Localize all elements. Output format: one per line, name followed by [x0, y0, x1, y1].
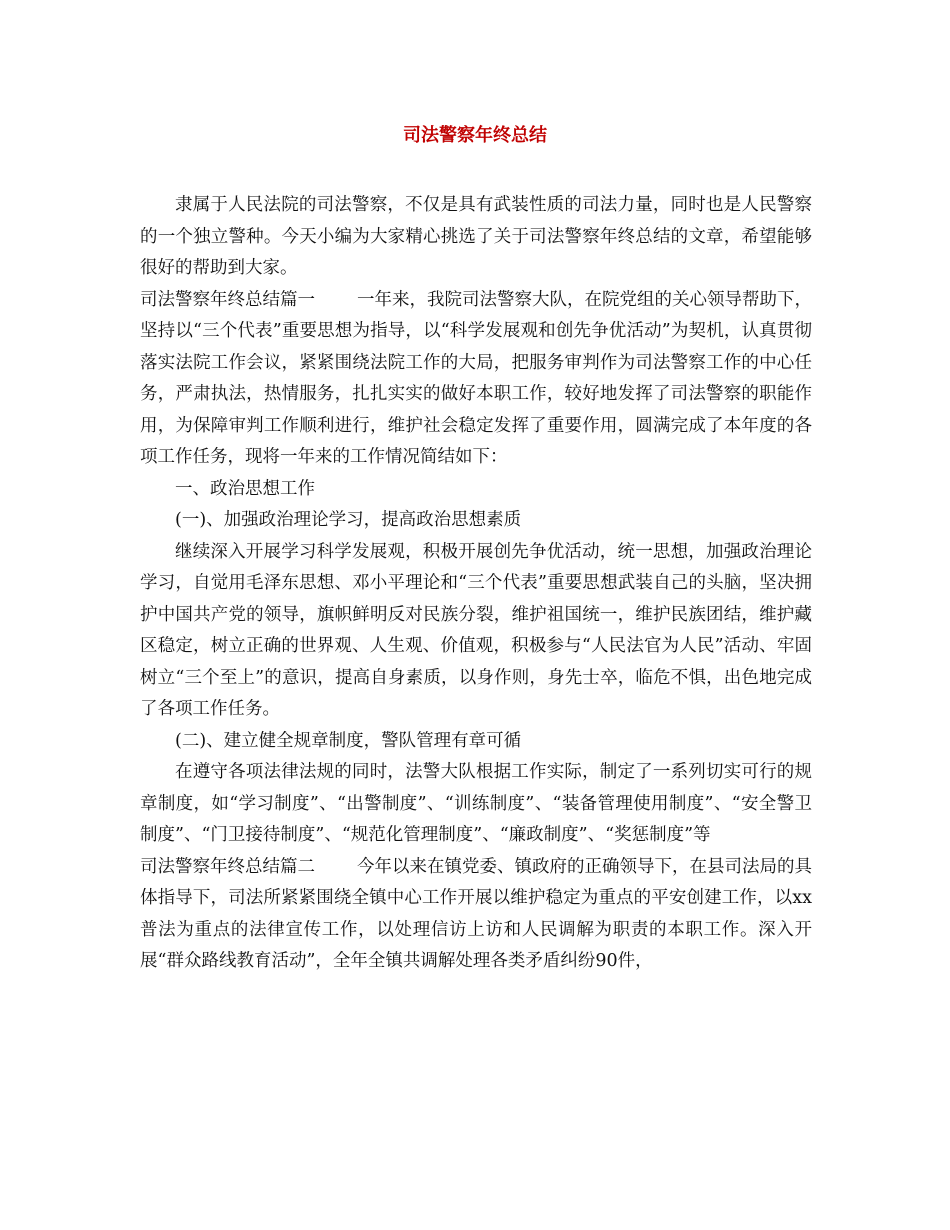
document-body [140, 190, 812, 978]
article-two-paragraph [140, 852, 812, 978]
page-title: 司法警察年终总结 [403, 125, 547, 146]
article-one-heading: 司法警察年终总结篇一 [140, 289, 315, 310]
subsection-rules-paragraph: 在遵守各项法律法规的同时，法警大队根据工作实际，制定了一系列切实可行的规章制度，如“学习制度”、“出警制度”、“训练制度”、“装备管理使用制度”、“安全警卫制度”、“门卫接待制度”、“规范化管理制度”、“廉政制度”、“奖惩制度”等 [140, 762, 812, 845]
article-two-text: 今年以来在镇党委、镇政府的正确领导下，在县司法局的具体指导下，司法所紧紧围绕全镇中心工作开展以维护稳定为重点的平安创建工作，以xx普法为重点的法律宣传工作，以处理信访上访和人民调解为职责的本职工作。深入开展“群众路线教育活动”，全年全镇共调解处理各类矛盾纠纷90件， [140, 856, 812, 971]
subsection-heading-study: (一)、加强政治理论学习，提高政治思想素质 [175, 510, 522, 530]
article-one-text: 一年来，我院司法警察大队，在院党组的关心领导帮助下，坚持以“三个代表”重要思想为指导，以“科学发展观和创先争优活动”为契机，认真贯彻落实法院工作会议，紧紧围绕法院工作的大局，把服务审判作为司法警察工作的中心任务，严肃执法，热情服务，扎扎实实的做好本职工作，较好地发挥了司法警察的职能作用，为保障审判工作顺利进行，维护社会稳定发挥了重要作用，圆满完成了本年度的各项工作任务，现将一年来的工作情况简结如下： [140, 289, 812, 467]
subsection-study-paragraph: 继续深入开展学习科学发展观，积极开展创先争优活动，统一思想，加强政治理论学习，自觉用毛泽东思想、邓小平理论和“三个代表”重要思想武装自己的头脑，坚决拥护中国共产党的领导，旗帜鲜明反对民族分裂，维护祖国统一，维护民族团结，维护藏区稳定，树立正确的世界观、人生观、价值观，积极参与“人民法官为人民”活动、牢固树立“三个至上”的意识，提高自身素质，以身作则，身先士卒，临危不惧，出色地完成了各项工作任务。 [140, 541, 812, 719]
article-two-heading: 司法警察年终总结篇二 [140, 856, 315, 877]
section-heading-politics: 一、政治思想工作 [175, 478, 315, 499]
intro-paragraph: 隶属于人民法院的司法警察，不仅是具有武装性质的司法力量，同时也是人民警察的一个独立警种。今天小编为大家精心挑选了关于司法警察年终总结的文章，希望能够很好的帮助到大家。 [140, 195, 812, 278]
article-one-paragraph [140, 285, 812, 474]
subsection-heading-rules: (二)、建立健全规章制度，警队管理有章可循 [175, 730, 522, 751]
